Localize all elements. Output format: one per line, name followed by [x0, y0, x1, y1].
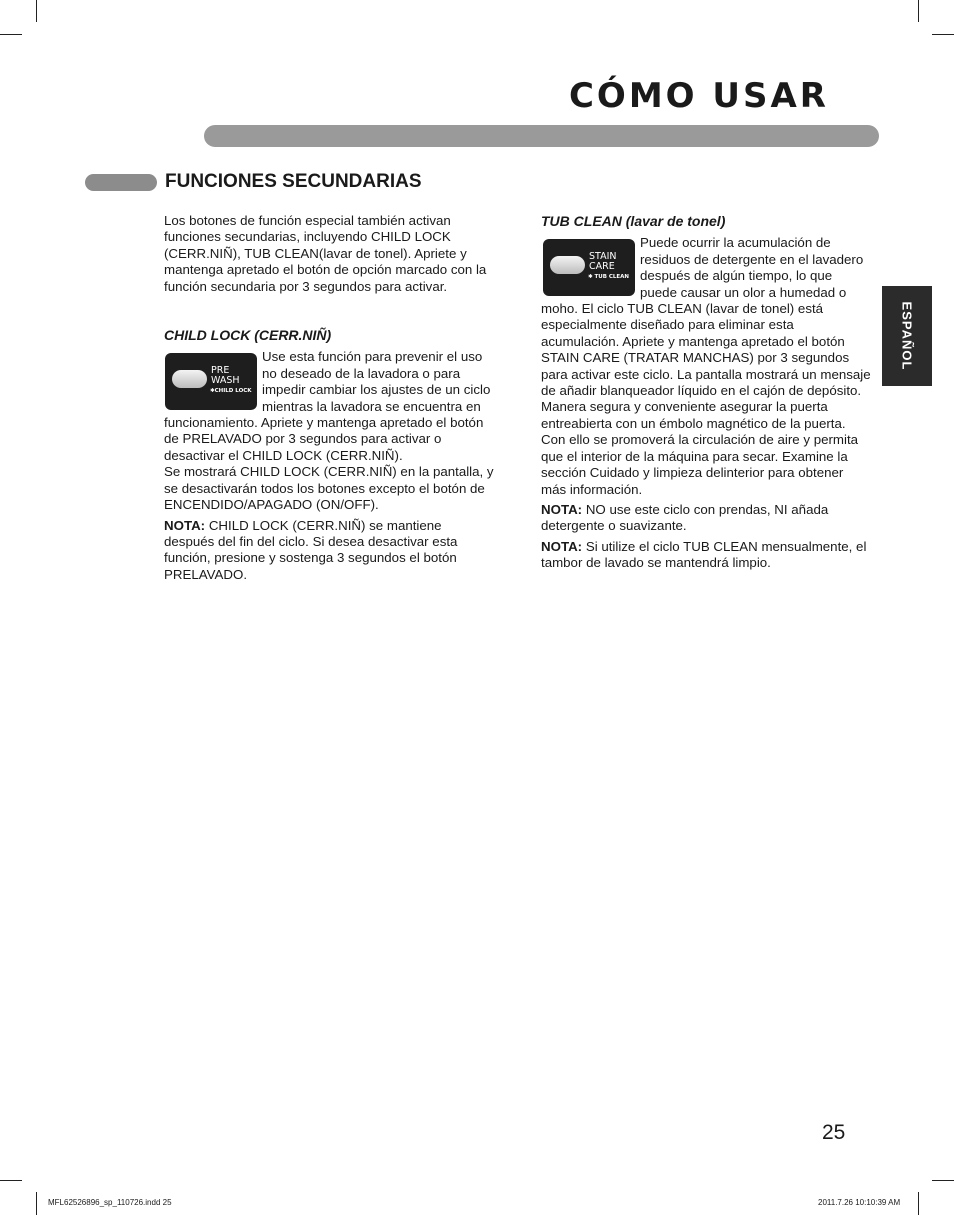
language-tab — [882, 286, 932, 386]
child-lock-body: Use esta función para prevenir el uso no deseado de la lavadora o para impedir cambiar los ajustes de un ciclo mientras la lavadora se encuentra en funcionamiento. Apriete y mantenga apretado el botón de PRELAVADO por 3 segundos para activar o desactivar el CHILD LOCK (CERR.NIÑ). — [164, 349, 491, 463]
page-number: 25 — [822, 1121, 846, 1144]
page-header-title: CÓMO USAR — [568, 76, 829, 116]
stain-care-panel-label: STAIN CARE — [589, 251, 617, 273]
child-lock-note: NOTA: CHILD LOCK (CERR.NIÑ) se mantiene después del fin del ciclo. Si desea desactivar esta función, presione y sostenga 3 segundos el botón PRELAVADO. — [164, 517, 458, 582]
right-column — [541, 213, 871, 572]
prewash-panel-label: PRE WASH — [211, 365, 240, 387]
tub-clean-note-1: NOTA: NO use este ciclo con prendas, NI añada detergente o suavizante. — [541, 501, 829, 534]
section-title: FUNCIONES SECUNDARIAS — [165, 171, 422, 192]
tub-clean-body: Puede ocurrir la acumulación de residuos de detergente en el lavadero después de algún tiempo, lo que puede causar un olor a humedad o moho. El ciclo TUB CLEAN (lavar de tonel) está especialmente diseñado para eliminar esta acumulación. Apriete y mantenga apretado el botón STAIN CARE (TRATAR MANCHAS) por 3 segundos para activar este ciclo. La pantalla mostrará un mensaje de añadir blanqueador líquido en el cajón de depósito. Manera segura y conveniente asegurar la puerta entreabierta con un émbolo magnético de la puerta. Con ello se promoverá la circulación de aire y permita que el interior de la máquina para secar. Examine la sección Cuidado y limpieza delinterior para obtener más información. — [541, 235, 871, 497]
tub-clean-title: TUB CLEAN (lavar de tonel) — [541, 213, 726, 229]
section-pill — [85, 174, 157, 191]
prewash-button-image — [172, 370, 207, 388]
tub-clean-note-2: NOTA: Si utilize el ciclo TUB CLEAN mensualmente, el tambor de lavado se mantendrá limpio. — [541, 538, 867, 571]
child-lock-title: CHILD LOCK (CERR.NIÑ) — [164, 327, 332, 344]
crop-mark — [932, 1180, 954, 1181]
tub-clean-block — [541, 235, 871, 571]
child-lock-panel-sub: ✱CHILD LOCK — [210, 388, 252, 395]
language-tab-label: ESPAÑOL — [899, 301, 915, 371]
section-intro: Los botones de función especial también activan funciones secundarias, incluyendo CHILD LOCK (CERR.NIÑ), TUB CLEAN(lavar de tonel). Apriete y mantenga apretado el botón de opción marcado con la función secundaria por 3 segundos para activar. — [164, 213, 487, 294]
tub-clean-panel-sub: ✱ TUB CLEAN — [588, 274, 630, 281]
crop-mark — [36, 0, 37, 22]
stain-care-button-image — [550, 256, 585, 274]
left-column — [164, 213, 494, 583]
footer-file-name: MFL62526896_sp_110726.indd 25 — [48, 1198, 172, 1207]
crop-mark — [0, 1180, 22, 1181]
crop-mark — [0, 34, 22, 35]
crop-mark — [932, 34, 954, 35]
prewash-panel-image — [165, 353, 257, 410]
crop-mark — [918, 1192, 919, 1215]
stain-care-panel-image — [543, 239, 635, 296]
crop-mark — [36, 1192, 37, 1215]
header-bar — [204, 125, 879, 147]
child-lock-block — [164, 349, 494, 583]
crop-mark — [918, 0, 919, 22]
footer-timestamp: 2011.7.26 10:10:39 AM — [818, 1198, 901, 1207]
child-lock-display-text: Se mostrará CHILD LOCK (CERR.NIÑ) en la pantalla, y se desactivarán todos los botones excepto el botón de ENCENDIDO/APAGADO (ON/OFF). — [164, 464, 494, 513]
